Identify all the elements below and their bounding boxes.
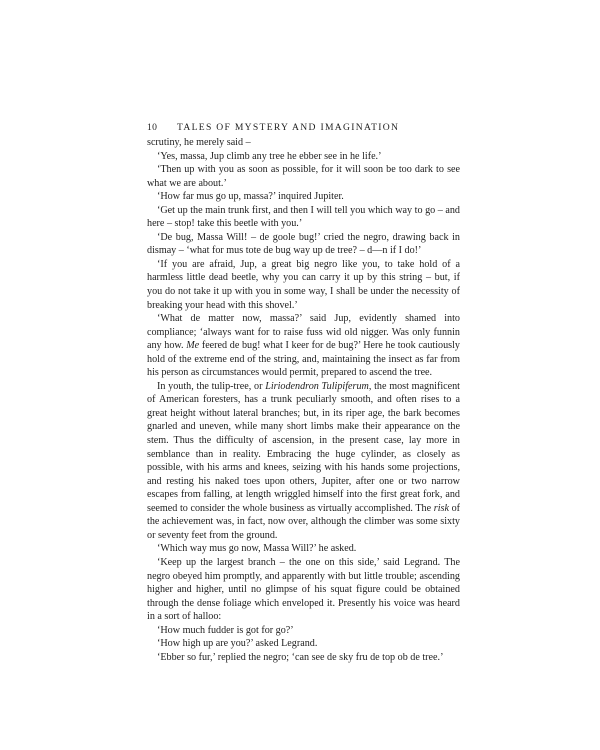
paragraph	[147, 556, 460, 624]
text-run: ‘Get up the main trunk first, and then I will tell you which way to go – and here – stop! take this beetle with you.’	[147, 204, 460, 230]
paragraph	[147, 190, 460, 204]
text-run: In youth, the tulip-tree, or	[157, 380, 266, 392]
paragraph	[147, 204, 460, 231]
text-run: ‘How high up are you?’ asked Legrand.	[157, 638, 318, 650]
paragraph	[147, 624, 460, 638]
paragraph	[147, 637, 460, 651]
text-run: ‘Then up with you as soon as possible, for it will soon be too dark to see what we are about.’	[147, 164, 460, 189]
text-run: scrutiny, he merely said –	[147, 137, 251, 148]
text-run: ‘Which way mus go now, Massa Will?’ he asked.	[157, 543, 357, 555]
italic-text-run: Me	[186, 340, 200, 352]
paragraph	[147, 312, 460, 380]
text-run: ‘De bug, Massa Will! – de goole bug!’ cried the negro, drawing back in dismay – ‘what for mus tote de bug way up de tree? – d—n if I do!’	[147, 231, 460, 257]
body-text	[147, 136, 460, 664]
text-run: ‘What de matter now, massa?’ said Jup, evidently shamed into compliance; ‘always want for to raise fuss wid old nigger. Was only funnin any how.	[147, 313, 460, 352]
text-run: feered de bug! what I keer for de bug?’ Here he took cautiously hold of the extreme end of the string, and, maintaining the insect as far from his person as circumstances would permit, prepared to ascend the tree.	[147, 340, 460, 379]
italic-text-run: Liriodendron Tulipiferum	[265, 380, 369, 392]
text-run: ‘Keep up the largest branch – the one on this side,’ said Legrand. The negro obeyed him promptly, and apparently with but little trouble; ascending higher and higher, until no glimpse of his squat figure could be obtained through the dense foliage which enveloped it. Presently his voice was heard in a sort of halloo:	[147, 556, 460, 623]
running-head	[147, 121, 460, 135]
text-run: ‘How much fudder is got for go?’	[157, 624, 294, 636]
text-run: ‘Yes, massa, Jup climb any tree he ebber see in he life.’	[157, 150, 382, 162]
paragraph	[147, 258, 460, 312]
paragraph	[147, 136, 460, 150]
paragraph	[147, 231, 460, 258]
text-run: , the most magnificent of American foresters, has a trunk peculiarly smooth, and often rises to a great height without lateral branches; but, in its riper age, the bark becomes gnarled and uneven, while many short limbs make their appearance on the stem. Thus the difficulty of ascension, in the present case, lay more in semblance than in reality. Embracing the huge cylinder, as closely as possible, with his arms and knees, seizing with his hands some projections, and resting his naked toes upon others, Jupiter, after one or two narrow escapes from falling, at length wriggled himself into the first great fork, and seemed to consider the whole business as virtually accomplished. The	[147, 380, 460, 514]
paragraph	[147, 163, 460, 190]
paragraph	[147, 380, 460, 543]
text-run: ‘How far mus go up, massa?’ inquired Jupiter.	[157, 191, 344, 203]
paragraph	[147, 651, 460, 665]
paragraph	[147, 542, 460, 556]
italic-text-run: risk	[433, 502, 449, 514]
running-title: TALES OF MYSTERY AND IMAGINATION	[177, 122, 400, 133]
text-run: ‘Ebber so fur,’ replied the negro; ‘can see de sky fru de top ob de tree.’	[157, 651, 444, 663]
text-run: of the achievement was, in fact, now over, although the climber was some sixty or seventy feet from the ground.	[147, 502, 460, 541]
paragraph	[147, 150, 460, 164]
text-run: ‘If you are afraid, Jup, a great big negro like you, to take hold of a harmless little dead beetle, why you can carry it up by this string – but, if you do not take it up with you in some way, I shall be under the necessity of breaking your head with this shovel.’	[147, 258, 460, 311]
page-number: 10	[147, 122, 158, 133]
